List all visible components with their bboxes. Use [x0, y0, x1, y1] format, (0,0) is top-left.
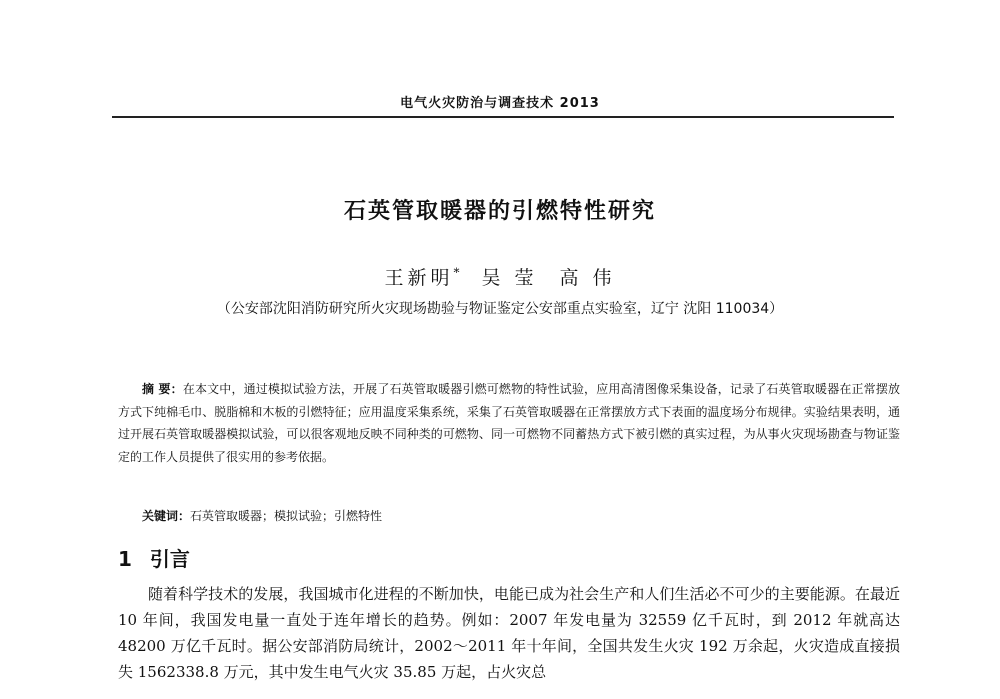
keywords — [118, 507, 900, 524]
section-heading — [118, 543, 190, 572]
abstract — [118, 378, 900, 468]
section-title: 引言 — [149, 547, 190, 571]
keywords-text: 石英管取暖器；模拟试验；引燃特性 — [190, 509, 383, 523]
author-name: 吴 莹 — [481, 267, 538, 289]
section-number: 1 — [118, 547, 132, 571]
corresponding-author-mark: * — [453, 265, 460, 280]
author-name: 王新明 — [384, 267, 454, 289]
paragraph: 随着科学技术的发展，我国城市化进程的不断加快，电能已成为社会生产和人们生活必不可少的主要能源。在最近 10 年间，我国发电量一直处于连年增长的趋势。例如：2007 年发电量为 32559 亿千瓦时，到 2012 年就高达 48200 万亿千瓦时。据公安部消防局统计，2002～2011 年十年间，全国共发生火灾 192 万余起，火灾造成直接损失 1562338.8 万元，其中发生电气火灾 35.85 万起，占火灾总 — [118, 585, 900, 681]
abstract-text: 在本文中，通过模拟试验方法，开展了石英管取暖器引燃可燃物的特性试验，应用高清图像采集设备，记录了石英管取暖器在正常摆放方式下纯棉毛巾、脱脂棉和木板的引燃特征；应用温度采集系统，采集了石英管取暖器在正常摆放方式下表面的温度场分布规律。实验结果表明，通过开展石英管取暖器模拟试验，可以很客观地反映不同种类的可燃物、同一可燃物不同蓄热方式下被引燃的真实过程，为从事火灾现场勘查与物证鉴定的工作人员提供了很实用的参考依据。 — [118, 382, 900, 464]
paper-title: 石英管取暖器的引燃特性研究 — [343, 199, 656, 224]
author-affiliation: （公安部沈阳消防研究所火灾现场勘验与物证鉴定公安部重点实验室，辽宁 沈阳 110034） — [216, 301, 784, 317]
author-list — [0, 263, 1000, 290]
header-rule — [112, 116, 894, 118]
author-name: 高 伟 — [559, 267, 616, 289]
body-text — [118, 581, 900, 685]
keywords-label: 关键词： — [142, 509, 191, 523]
running-header: 电气火灾防治与调查技术 2013 — [400, 96, 600, 111]
abstract-label: 摘 要： — [142, 382, 183, 396]
